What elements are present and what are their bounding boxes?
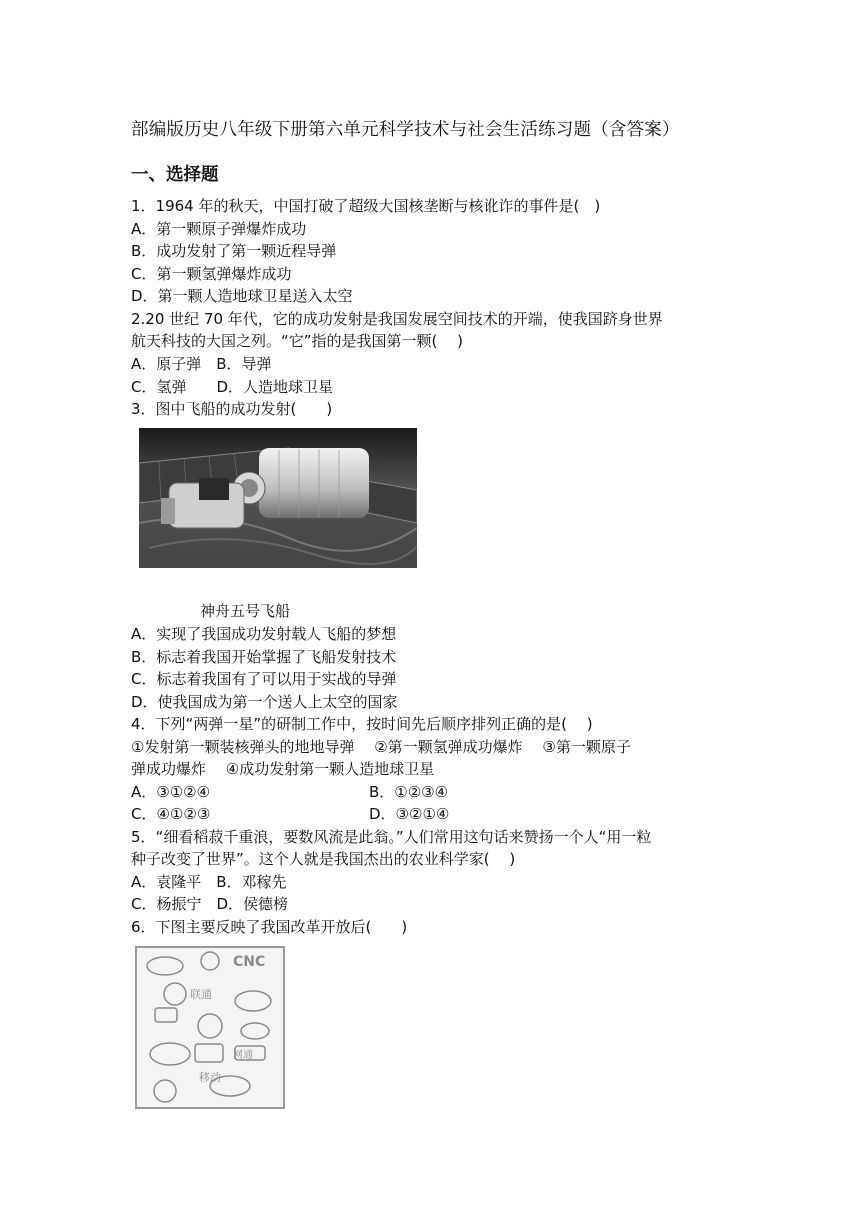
q1-option-a: A．第一颗原子弹爆炸成功 <box>131 220 307 238</box>
q2-options-ab: A．原子弹 B．导弹 <box>131 355 272 373</box>
q1-option-b: B．成功发射了第一颗近程导弹 <box>131 242 337 260</box>
q3-option-a: A．实现了我国成功发射载人飞船的梦想 <box>131 625 397 643</box>
q4-option-b: B．①②③④ <box>369 783 449 801</box>
shenzhou-5-image <box>139 428 417 568</box>
figure-1-caption: 神舟五号飞船 <box>200 602 291 620</box>
q5-options-ab: A．袁隆平 B．邓稼先 <box>131 873 287 891</box>
q3-option-c: C．标志着我国有了可以用于实战的导弹 <box>131 670 397 688</box>
question-3: 3．图中飞船的成功发射( ) <box>131 400 333 418</box>
q2-options-cd: C．氢弹 D．人造地球卫星 <box>131 378 334 396</box>
question-1: 1．1964 年的秋天，中国打破了超级大国核垄断与核讹诈的事件是( ) <box>131 197 601 215</box>
telecom-logos-image <box>135 946 285 1109</box>
q4-option-c: C．④①②③ <box>131 805 211 823</box>
question-2-line-1: 2.20 世纪 70 年代，它的成功发射是我国发展空间技术的开端，使我国跻身世界 <box>131 310 663 328</box>
document-title: 部编版历史八年级下册第六单元科学技术与社会生活练习题（含答案） <box>131 120 680 140</box>
q3-option-b: B．标志着我国开始掌握了飞船发射技术 <box>131 648 397 666</box>
q1-option-c: C．第一颗氢弹爆炸成功 <box>131 265 292 283</box>
section-heading: 一、选择题 <box>131 165 219 185</box>
q4-items-line-1: ①发射第一颗装核弹头的地地导弹 ②第一颗氢弹成功爆炸 ③第一颗原子 <box>131 738 631 756</box>
q4-items-line-2: 弹成功爆炸 ④成功发射第一颗人造地球卫星 <box>131 760 435 778</box>
logo-text-cnc: CNC <box>233 954 266 970</box>
logo-text-unicom: 联通 <box>190 988 212 1001</box>
question-5-line-1: 5．“细看稻菽千重浪，要数风流是此翁。”人们常用这句话来赞扬一个人“用一粒 <box>131 828 652 846</box>
question-4: 4．下列“两弹一星”的研制工作中，按时间先后顺序排列正确的是( ) <box>131 715 593 733</box>
q5-options-cd: C．杨振宁 D．侯德榜 <box>131 895 289 913</box>
question-2-line-2: 航天科技的大国之列。“它”指的是我国第一颗( ) <box>131 332 464 350</box>
logo-text-netcom: 网通 <box>233 1050 253 1061</box>
q4-option-a: A．③①②④ <box>131 783 211 801</box>
q4-option-d: D．③②①④ <box>369 805 450 823</box>
q1-option-d: D．第一颗人造地球卫星送入太空 <box>131 287 353 305</box>
logo-text-mobile: 移动 <box>199 1071 221 1084</box>
question-6: 6．下图主要反映了我国改革开放后( ) <box>131 918 408 936</box>
q3-option-d: D．使我国成为第一个送人上太空的国家 <box>131 693 398 711</box>
question-5-line-2: 种子改变了世界”。这个人就是我国杰出的农业科学家( ) <box>131 850 516 868</box>
